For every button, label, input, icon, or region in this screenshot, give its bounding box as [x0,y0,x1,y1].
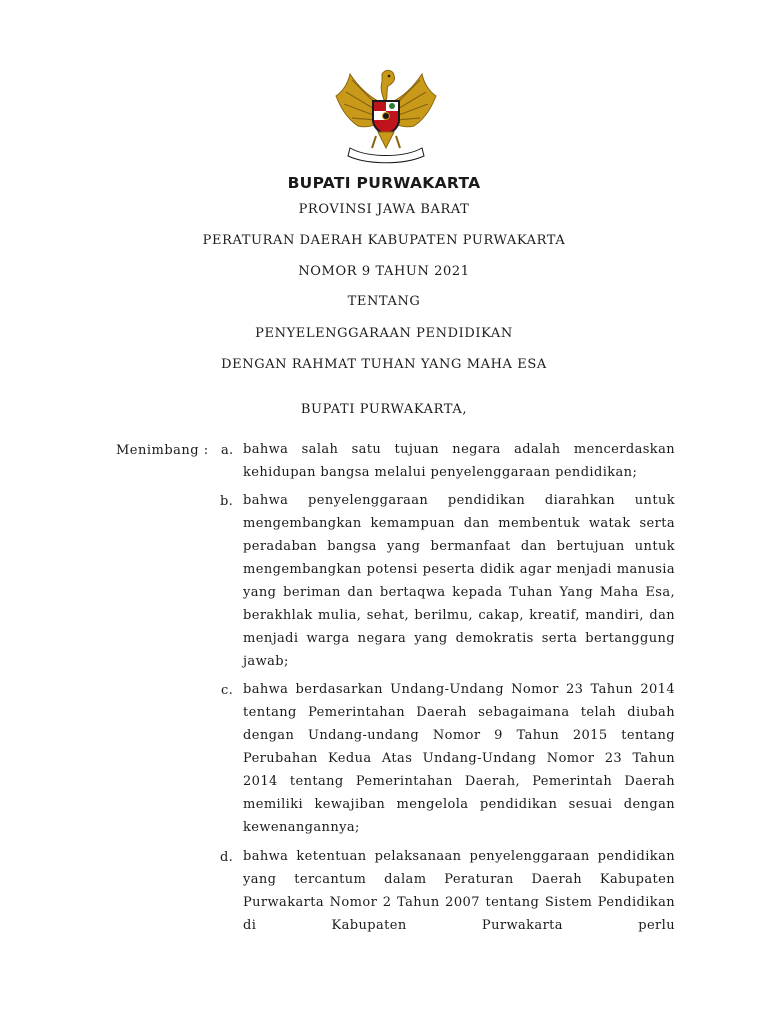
considering-label: Menimbang : [116,443,209,458]
item-letter-b: b. [220,494,234,509]
item-text-a: bahwa salah satu tujuan negara adalah mencerdaskan kehidupan bangsa melalui penyelenggaraan pendidikan; [243,442,675,480]
item-letter-d: d. [220,850,234,865]
item-text-b: bahwa penyelenggaraan pendidikan diarahkan untuk mengembangkan kemampuan dan membentuk watak serta peradaban bangsa yang bermanfaat dan bertujuan untuk mengembangkan potensi peserta didik agar menjadi manusia yang beriman dan bertaqwa kepada Tuhan Yang Maha Esa, berakhlak mulia, sehat, berilmu, cakap, kreatif, mandiri, dan menjadi warga negara yang demokratis serta bertanggung jawab; [243,493,675,669]
item-text-c: bahwa berdasarkan Undang-Undang Nomor 23 Tahun 2014 tentang Pemerintahan Daerah sebagaimana telah diubah dengan Undang-undang Nomor 9 Tahun 2015 tentang Perubahan Kedua Atas Undang-Undang Nomor 23 Tahun 2014 tentang Pemerintahan Daerah, Pemerintah Daerah memiliki kewajiban mengelola pendidikan sesuai dengan kewenangannya; [243,682,675,835]
official-line: BUPATI PURWAKARTA, [300,402,468,417]
document-title: BUPATI PURWAKARTA [287,174,481,192]
garuda-emblem-icon [328,66,444,166]
item-letter-c: c. [221,683,234,698]
regulation-subject: PENYELENGGARAAN PENDIDIKAN [255,326,513,341]
blessing-line: DENGAN RAHMAT TUHAN YANG MAHA ESA [221,357,547,372]
province-line: PROVINSI JAWA BARAT [298,202,470,217]
regulation-line: PERATURAN DAERAH KABUPATEN PURWAKARTA [202,233,566,248]
about-line: TENTANG [347,294,421,309]
item-text-d: bahwa ketentuan pelaksanaan penyelenggaraan pendidikan yang tercantum dalam Peraturan Daerah Kabupaten Purwakarta Nomor 2 Tahun 2007 tentang Sistem Pendidikan di Kabupaten Purwakarta perlu [243,849,675,933]
regulation-number: NOMOR 9 TAHUN 2021 [298,264,470,279]
item-letter-a: a. [221,443,234,458]
